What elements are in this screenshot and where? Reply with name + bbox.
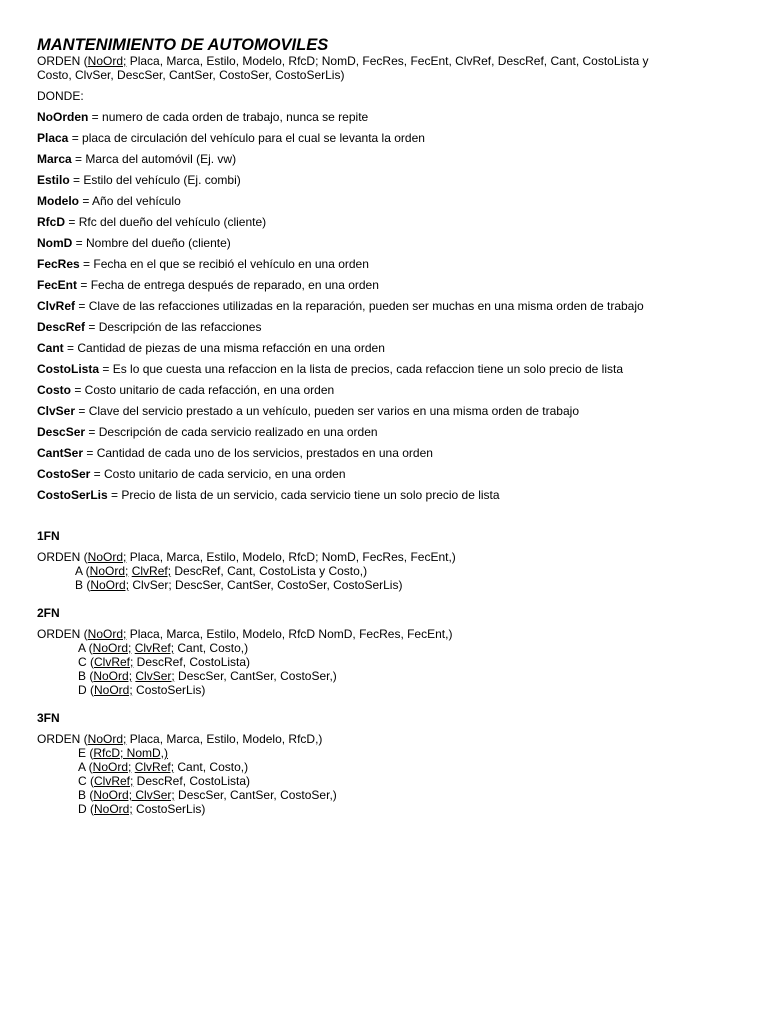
definition-term: CantSer <box>37 446 84 460</box>
relation-row <box>37 669 737 683</box>
relation-key: ClvRef; <box>94 774 134 788</box>
relation-rows <box>37 746 737 816</box>
relation-attributes: CostoSerLis) <box>132 683 206 697</box>
relation-key: NoOrd; <box>87 627 127 641</box>
definition-term: ClvRef <box>37 299 76 313</box>
schema-line-2: Costo, ClvSer, DescSer, CantSer, CostoSer, CostoSerLis) <box>37 68 345 82</box>
orden-relation <box>37 550 737 564</box>
document-title: MANTENIMIENTO DE AUTOMOVILES <box>37 36 329 54</box>
definition-text: = Fecha de entrega después de reparado, en una orden <box>77 278 379 292</box>
relation-prefix: B ( <box>75 578 91 592</box>
definition-item <box>37 152 737 173</box>
relation-row <box>37 655 737 669</box>
section-title: 2FN <box>37 606 60 620</box>
relation-key: ClvSer; <box>135 669 175 683</box>
definition-text: = Es lo que cuesta una refaccion en la lista de precios, cada refaccion tiene un solo precio de lista <box>99 362 623 376</box>
relation-rows <box>37 564 737 592</box>
definition-text: = placa de circulación del vehículo para el cual se levanta la orden <box>68 131 425 145</box>
definition-text: = Descripción de cada servicio realizado en una orden <box>85 425 378 439</box>
relation-attributes: Cant, Costo,) <box>174 641 249 655</box>
definition-term: Estilo <box>37 173 70 187</box>
relation-key: ClvRef; <box>131 564 172 578</box>
relation-attributes: CostoSerLis) <box>132 802 206 816</box>
section-1fn <box>37 529 737 592</box>
definition-term: CostoSerLis <box>37 488 108 502</box>
definition-text: = Costo unitario de cada refacción, en una orden <box>71 383 335 397</box>
definition-text: = Marca del automóvil (Ej. vw) <box>71 152 237 166</box>
definition-item <box>37 173 737 194</box>
relation-attributes: DescRef, CostoLista) <box>133 774 251 788</box>
relation-prefix: ORDEN ( <box>37 627 88 641</box>
relation-attributes: ClvSer; DescSer, CantSer, CostoSer, CostoSerLis) <box>129 578 403 592</box>
definition-item <box>37 446 737 467</box>
relation-key: NoOrd; <box>92 641 132 655</box>
relation-prefix: D ( <box>78 802 94 816</box>
definition-term: Modelo <box>37 194 79 208</box>
definition-item <box>37 299 737 320</box>
relation-row <box>37 578 737 592</box>
definition-term: CostoSer <box>37 467 91 481</box>
relation-prefix: C ( <box>78 774 94 788</box>
schema-prefix: ORDEN ( <box>37 54 88 68</box>
relation-prefix: ORDEN ( <box>37 550 88 564</box>
definition-text: = Costo unitario de cada servicio, en una orden <box>90 467 346 481</box>
definition-item <box>37 110 737 131</box>
definition-text: = Rfc del dueño del vehículo (cliente) <box>65 215 267 229</box>
relation-key: NoOrd; <box>92 760 132 774</box>
definition-text: = Estilo del vehículo (Ej. combi) <box>69 173 241 187</box>
relation-key: RfcD; NomD,) <box>93 746 169 760</box>
relation-prefix: D ( <box>78 683 94 697</box>
section-title: 3FN <box>37 711 60 725</box>
relation-attributes: DescRef, Cant, CostoLista y Costo,) <box>171 564 368 578</box>
definition-item <box>37 131 737 152</box>
relation-key: NoOrd; <box>94 802 133 816</box>
relation-key: NoOrd; <box>93 669 133 683</box>
relation-row <box>37 564 737 578</box>
relation-attributes: Placa, Marca, Estilo, Modelo, RfcD; NomD, FecRes, FecEnt,) <box>126 550 456 564</box>
definition-text: = Precio de lista de un servicio, cada servicio tiene un solo precio de lista <box>107 488 500 502</box>
definition-item <box>37 425 737 446</box>
definition-item <box>37 341 737 362</box>
definition-item <box>37 236 737 257</box>
definition-term: NoOrden <box>37 110 89 124</box>
relation-prefix: E ( <box>78 746 94 760</box>
definition-item <box>37 320 737 341</box>
definition-term: FecEnt <box>37 278 78 292</box>
definition-term: CostoLista <box>37 362 100 376</box>
relation-key: NoOrd; <box>87 550 127 564</box>
definition-item <box>37 488 737 509</box>
definition-term: FecRes <box>37 257 80 271</box>
schema-attributes: Placa, Marca, Estilo, Modelo, RfcD; NomD, FecRes, FecEnt, ClvRef, DescRef, Cant, CostoLista y <box>126 54 649 68</box>
definition-text: = Año del vehículo <box>79 194 181 208</box>
relation-prefix: C ( <box>78 655 94 669</box>
definition-item <box>37 467 737 488</box>
relation-key: NoOrd; <box>94 683 133 697</box>
definition-text: = Cantidad de piezas de una misma refacción en una orden <box>63 341 385 355</box>
definition-term: DescSer <box>37 425 86 439</box>
donde-heading: DONDE: <box>37 89 84 103</box>
definition-item <box>37 362 737 383</box>
definition-item <box>37 194 737 215</box>
relation-key: NoOrd; <box>87 732 127 746</box>
definition-item <box>37 215 737 236</box>
relation-row <box>37 641 737 655</box>
orden-relation <box>37 627 737 641</box>
definition-text: = Fecha en el que se recibió el vehículo en una orden <box>79 257 369 271</box>
relation-attributes: Placa, Marca, Estilo, Modelo, RfcD,) <box>126 732 323 746</box>
relation-prefix: A ( <box>78 641 93 655</box>
definition-term: Cant <box>37 341 64 355</box>
relation-key: ClvRef; <box>134 641 175 655</box>
definition-term: Placa <box>37 131 69 145</box>
definition-term: Marca <box>37 152 72 166</box>
section-2fn <box>37 606 737 697</box>
relation-prefix: B ( <box>78 669 94 683</box>
relation-attributes: Placa, Marca, Estilo, Modelo, RfcD NomD, FecRes, FecEnt,) <box>126 627 453 641</box>
relation-prefix: B ( <box>78 788 94 802</box>
definition-text: = Clave del servicio prestado a un vehículo, pueden ser varios en una misma orden de trabajo <box>75 404 579 418</box>
relation-attributes: DescRef, CostoLista) <box>133 655 251 669</box>
relation-row <box>37 760 737 774</box>
relation-row <box>37 683 737 697</box>
schema-line-1 <box>37 54 737 68</box>
definition-item <box>37 404 737 425</box>
definition-item <box>37 257 737 278</box>
relation-row <box>37 746 737 760</box>
relation-key: NoOrd; ClvSer; <box>93 788 175 802</box>
relation-attributes: Cant, Costo,) <box>174 760 249 774</box>
definition-term: NomD <box>37 236 73 250</box>
definition-term: Costo <box>37 383 71 397</box>
schema-key: NoOrd; <box>87 54 127 68</box>
relation-row <box>37 802 737 816</box>
definition-text: = Descripción de las refacciones <box>85 320 262 334</box>
orden-relation <box>37 732 737 746</box>
relation-key: NoOrd; <box>89 564 129 578</box>
definition-term: RfcD <box>37 215 66 229</box>
relation-key: ClvRef; <box>134 760 175 774</box>
relation-prefix: A ( <box>78 760 93 774</box>
relation-key: NoOrd; <box>90 578 130 592</box>
definition-text: = Clave de las refacciones utilizadas en la reparación, pueden ser muchas en una misma orden de trabajo <box>75 299 644 313</box>
section-title: 1FN <box>37 529 60 543</box>
relation-prefix: A ( <box>75 564 90 578</box>
definition-item <box>37 383 737 404</box>
definition-text: = Cantidad de cada uno de los servicios, prestados en una orden <box>83 446 433 460</box>
section-3fn <box>37 711 737 816</box>
relation-attributes: DescSer, CantSer, CostoSer,) <box>174 788 337 802</box>
document-page <box>37 36 737 816</box>
definition-item <box>37 278 737 299</box>
definition-term: ClvSer <box>37 404 76 418</box>
relation-key: ClvRef; <box>94 655 134 669</box>
relation-prefix: ORDEN ( <box>37 732 88 746</box>
relation-row <box>37 788 737 802</box>
definitions-list <box>37 110 737 509</box>
relation-attributes: DescSer, CantSer, CostoSer,) <box>174 669 337 683</box>
relation-row <box>37 774 737 788</box>
definition-text: = numero de cada orden de trabajo, nunca se repite <box>88 110 369 124</box>
definition-text: = Nombre del dueño (cliente) <box>72 236 231 250</box>
definition-term: DescRef <box>37 320 86 334</box>
relation-rows <box>37 641 737 697</box>
